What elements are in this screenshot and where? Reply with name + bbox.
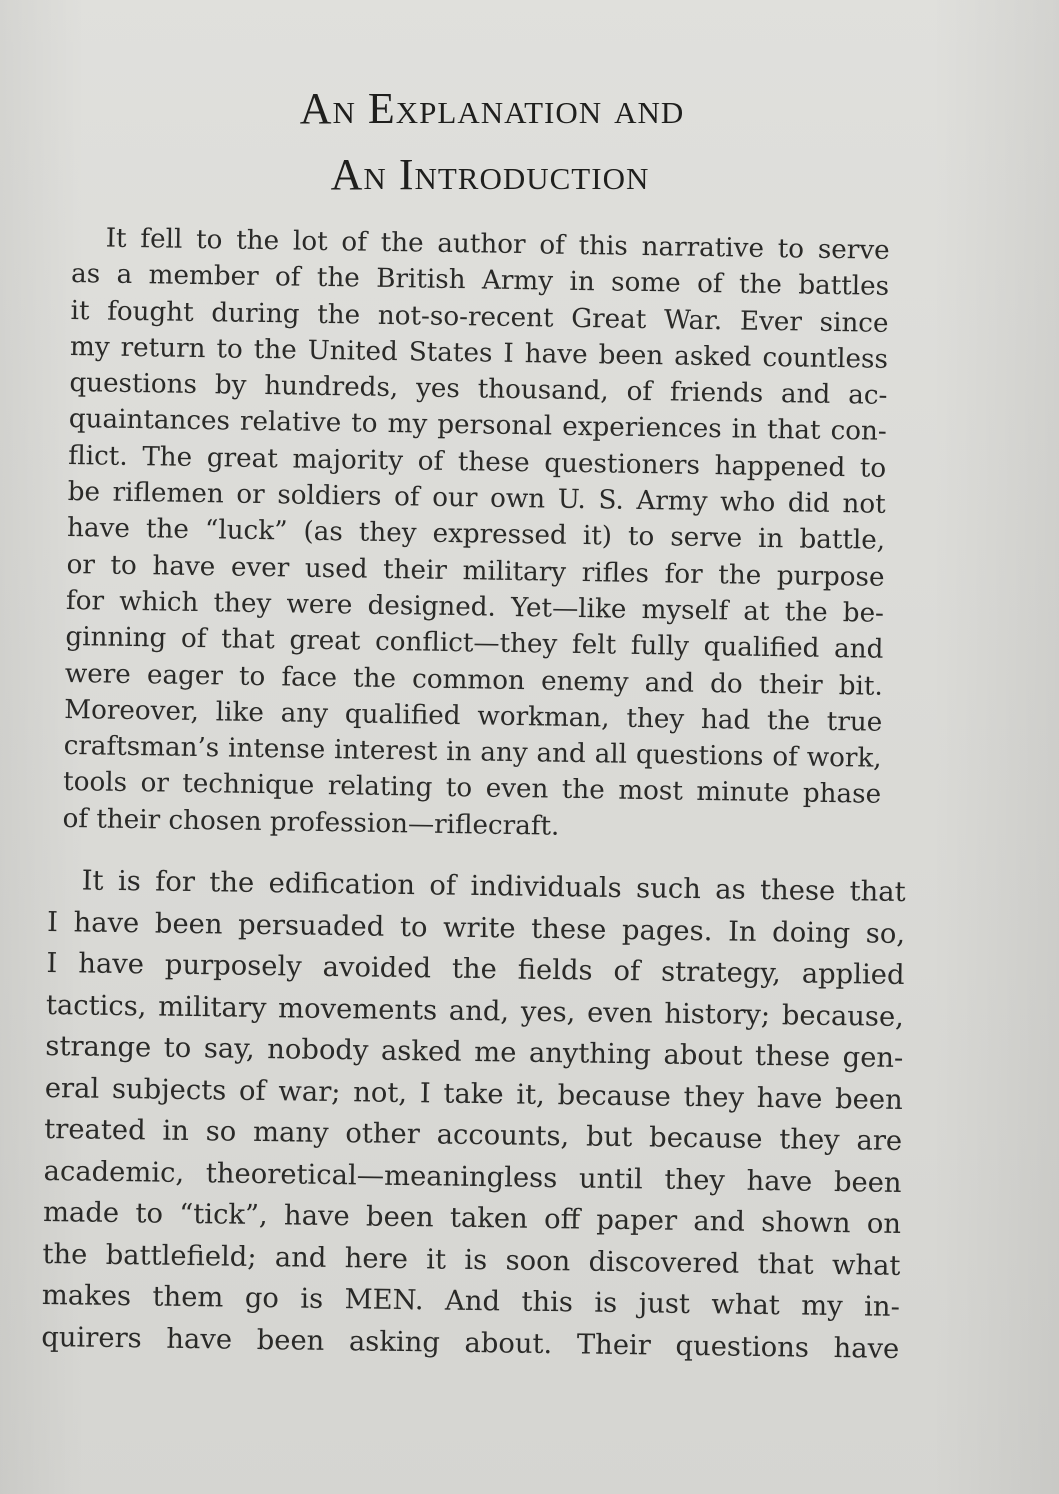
paragraph-1 — [62, 220, 890, 850]
text-line: eral subjects of war; not, I take it, because they have been — [44, 1072, 903, 1116]
text-line: be riflemen or soldiers of our own U. S. Army who did not — [67, 477, 886, 520]
text-line: Moreover, like any qualified workman, they had the true — [64, 694, 883, 738]
heading-line-1: An Explanation and — [299, 84, 685, 133]
text-line: ginning of that great conflict—they felt fully qualified and — [65, 622, 884, 666]
text-line: strange to say, nobody asked me anything about these gen- — [45, 1030, 904, 1074]
text-line: or to have ever used their military rifles for the purpose — [66, 549, 885, 593]
text-line: it fought during the not-so-recent Great War. Ever since — [70, 295, 889, 339]
text-line: It fell to the lot of the author of this narrative to serve — [105, 223, 890, 266]
heading-line-2: An Introduction — [330, 150, 650, 199]
text-line: quaintances relative to my personal experiences in that con- — [68, 404, 888, 448]
text-line: I have been persuaded to write these pages. In doing so, — [46, 906, 906, 950]
text-line: treated in so many other accounts, but because they are — [44, 1113, 903, 1157]
text-line: I have purposely avoided the fields of strategy, applied — [46, 947, 905, 991]
text-line: flict. The great majority of these questioners happened to — [68, 440, 887, 484]
text-line: craftsman’s intense interest in any and all questions of work, — [63, 731, 882, 774]
text-line: questions by hundreds, yes thousand, of friends and ac- — [69, 368, 888, 412]
text-line: quirers have been asking about. Their questions have — [41, 1321, 900, 1365]
text-line: my return to the United States I have been asked countless — [69, 331, 889, 375]
text-line: of their chosen profession—riflecraft. — [62, 803, 560, 842]
text-line: made to “tick”, have been taken off paper and shown on — [42, 1196, 902, 1240]
text-line: as a member of the British Army in some of the battles — [70, 259, 890, 303]
text-line: were eager to face the common enemy and do their bit. — [64, 658, 884, 702]
text-line: have the “luck” (as they expressed it) to serve in battle, — [66, 513, 886, 557]
text-line: academic, theoretical—meaningless until they have been — [43, 1155, 902, 1199]
text-line: tactics, military movements and, yes, even history; because, — [45, 989, 905, 1033]
paragraph-2 — [41, 860, 906, 1370]
text-line: the battlefield; and here it is soon discovered that what — [42, 1238, 901, 1282]
text-line: tools or technique relating to even the most minute phase — [62, 767, 882, 811]
chapter-heading — [0, 76, 1000, 208]
text-line: for which they were designed. Yet—like myself at the be- — [65, 585, 885, 629]
text-line: makes them go is MEN. And this is just what my in- — [41, 1279, 901, 1323]
text-line: It is for the edification of individuals such as these that — [81, 865, 906, 908]
